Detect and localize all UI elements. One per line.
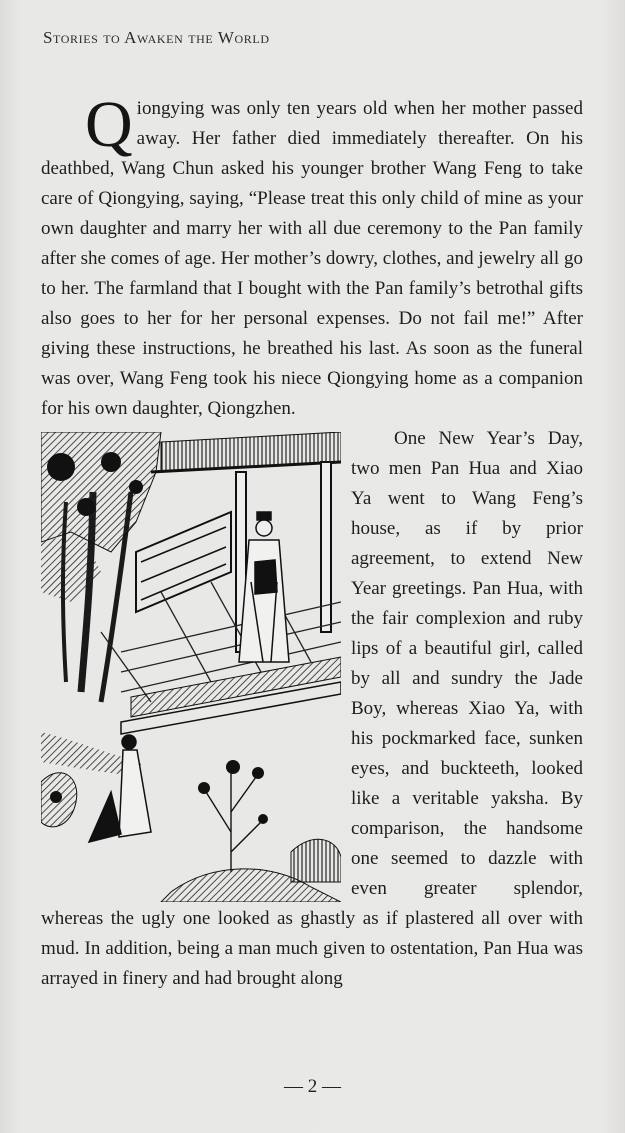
paragraph-1 (41, 88, 583, 424)
woodblock-illustration (41, 432, 341, 902)
shrub (206, 772, 261, 872)
page-number: — 2 — (284, 1076, 341, 1097)
paragraph-2 (41, 424, 583, 994)
body-text (41, 88, 583, 994)
running-head: Stories to Awaken the World (43, 28, 270, 47)
paragraph-2-text: One New Year’s Day, two men Pan Hua and Xiao Ya went to Wang Feng’s house, as if by prior agreement, to extend New Year greetings. Pan Hua, with the fair complexion and ruby lips of a beautiful girl, called by all and sundry the Jade Boy, whereas Xiao Ya, with his pockmarked face, sunken eyes, and buckteeth, looked like a veritable yaksha. By comparison, the handsome one seemed to dazzle with even greater splendor, whereas the ugly one looked as ghastly as if plastered all over with mud. In addition, being a man much given to ostentation, Pan Hua was arrayed in finery and had brought along (41, 428, 583, 989)
drop-cap: Q (85, 88, 133, 161)
paragraph-1-text: iongying was only ten years old when her mother passed away. Her father died immediately thereafter. On his deathbed, Wang Chun asked his younger brother Wang Feng to take care of Qiongying, saying, “Please treat this only child of mine as your own daughter and marry her with all due ceremony to the Pan family after she comes of age. Her mother’s dowry, clothes, and jewelry all go to her. The farmland that I bought with the Pan family’s betrothal gifts also goes to her for her personal expenses. Do not fail me!” After giving these instructions, he breathed his last. As soon as the funeral was over, Wang Feng took his niece Qiongying home as a companion for his own daughter, Qiongzhen. (41, 98, 583, 419)
